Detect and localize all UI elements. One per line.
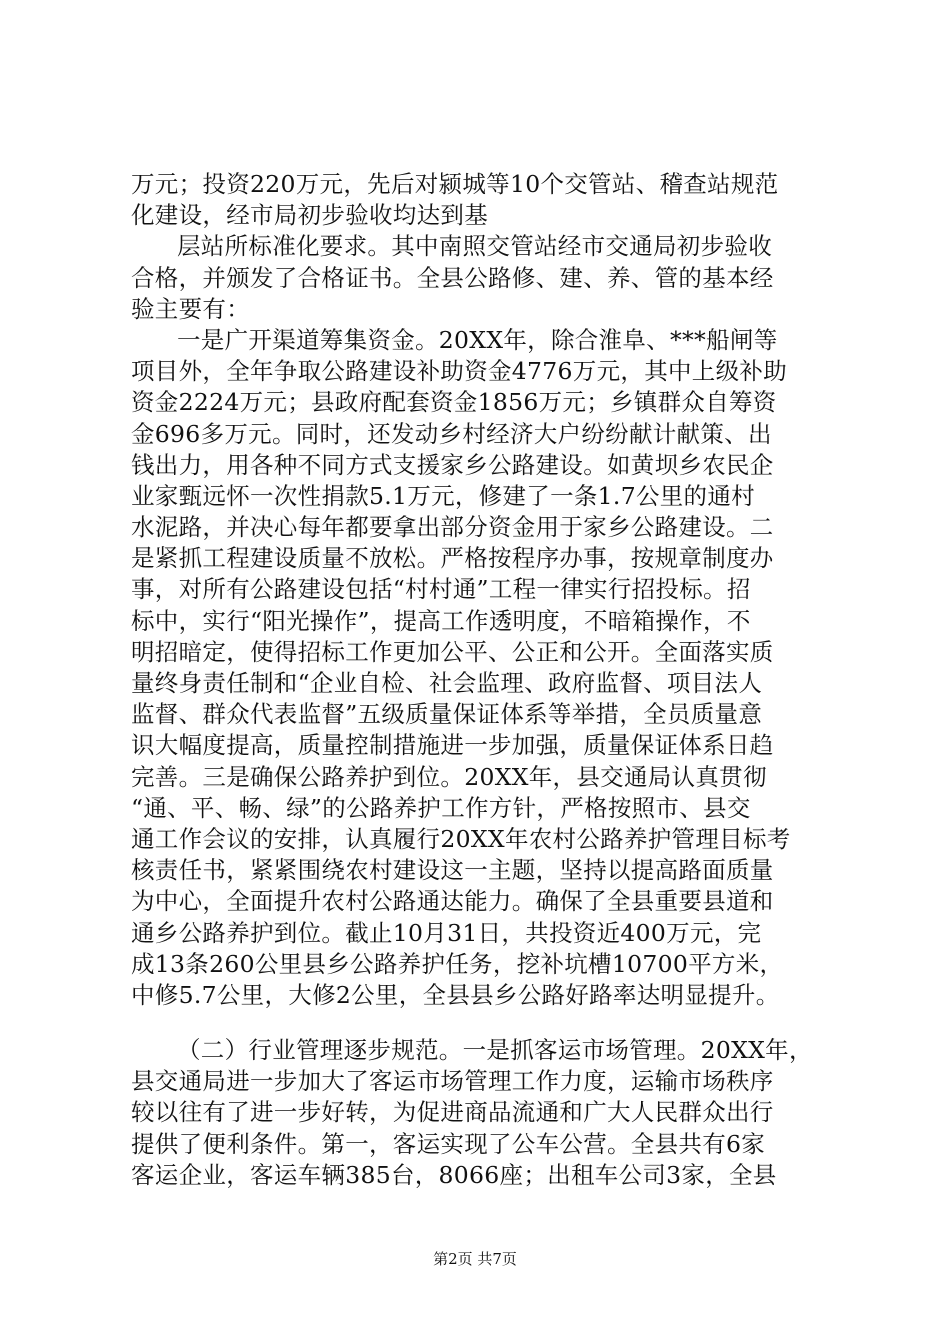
text-line: 为中心，全面提升农村公路通达能力。确保了全县重要县道和 [131,887,774,916]
text-line: 合格，并颁发了合格证书。全县公路修、建、养、管的基本经 [131,263,774,292]
text-line: 业家甄远怀一次性捐款5.1万元，修建了一条1.7公里的通村 [131,481,755,510]
text-line: 完善。三是确保公路养护到位。20XX年，县交通局认真贯彻 [131,762,767,791]
page-footer [0,1249,950,1269]
text-line: 项目外，全年争取公路建设补助资金4776万元，其中上级补助 [131,357,788,386]
text-line: 是紧抓工程建设质量不放松。严格按程序办事，按规章制度办 [131,544,774,573]
text-line: 识大幅度提高，质量控制措施进一步加强，质量保证体系日趋 [131,731,774,760]
text-line: 验主要有： [131,294,250,323]
text-line: 层站所标准化要求。其中南照交管站经市交通局初步验收 [177,232,772,261]
text-line: 通工作会议的安排，认真履行20XX年农村公路养护管理目标考 [131,824,791,853]
text-line: 万元；投资220万元，先后对颍城等10个交管站、稽查站规范 [131,170,779,198]
text-line: 提供了便利条件。第一，客运实现了公车公营。全县共有6家 [131,1129,766,1158]
paragraph-gap [131,1011,853,1035]
text-line: 化建设，经市局初步验收均达到基 [131,201,488,230]
text-line: 一是广开渠道筹集资金。20XX年，除合淮阜、***船闸等 [177,325,778,354]
text-line: 监督、群众代表监督”五级质量保证体系等举措，全员质量意 [131,700,763,729]
text-line: 县交通局进一步加大了客运市场管理工作力度，运输市场秩序 [131,1067,774,1096]
text-line: 钱出力，用各种不同方式支援家乡公路建设。如黄坝乡农民企 [131,450,774,479]
text-line: 客运企业，客运车辆385台，8066座；出租车公司3家，全县 [131,1160,777,1189]
text-line: 量终身责任制和“企业自检、社会监理、政府监督、项目法人 [131,669,763,697]
text-line: 中修5.7公里，大修2公里，全县县乡公路好路率达明显提升。 [131,980,780,1009]
text-line: “通、平、畅、绿”的公路养护工作方针，严格按照市、县交 [131,793,751,822]
text-line: 核责任书，紧紧围绕农村建设这一主题，坚持以提高路面质量 [131,856,774,885]
document-body [131,169,853,1191]
text-line: （二）行业管理逐步规范。一是抓客运市场管理。20XX年， [177,1036,813,1065]
text-line: 标中，实行“阳光操作”，提高工作透明度，不暗箱操作，不 [131,606,751,635]
text-line: 通乡公路养护到位。截止10月31日，共投资近400万元，完 [131,918,762,947]
text-line: 较以往有了进一步好转，为促进商品流通和广大人民群众出行 [131,1098,774,1127]
text-line: 资金2224万元；县政府配套资金1856万元；乡镇群众自筹资 [131,388,777,417]
text-line: 水泥路，并决心每年都要拿出部分资金用于家乡公路建设。二 [131,513,774,542]
text-line: 事，对所有公路建设包括“村村通”工程一律实行招投标。招 [131,575,751,604]
text-line: 金696多万元。同时，还发动乡村经济大户纷纷献计献策、出 [131,419,772,448]
text-line: 成13条260公里县乡公路养护任务，挖补坑槽10700平方米， [131,949,784,978]
text-line: 明招暗定，使得招标工作更加公平、公正和公开。全面落实质 [131,637,774,666]
page-number-label: 第2页 共7页 [433,1250,517,1268]
